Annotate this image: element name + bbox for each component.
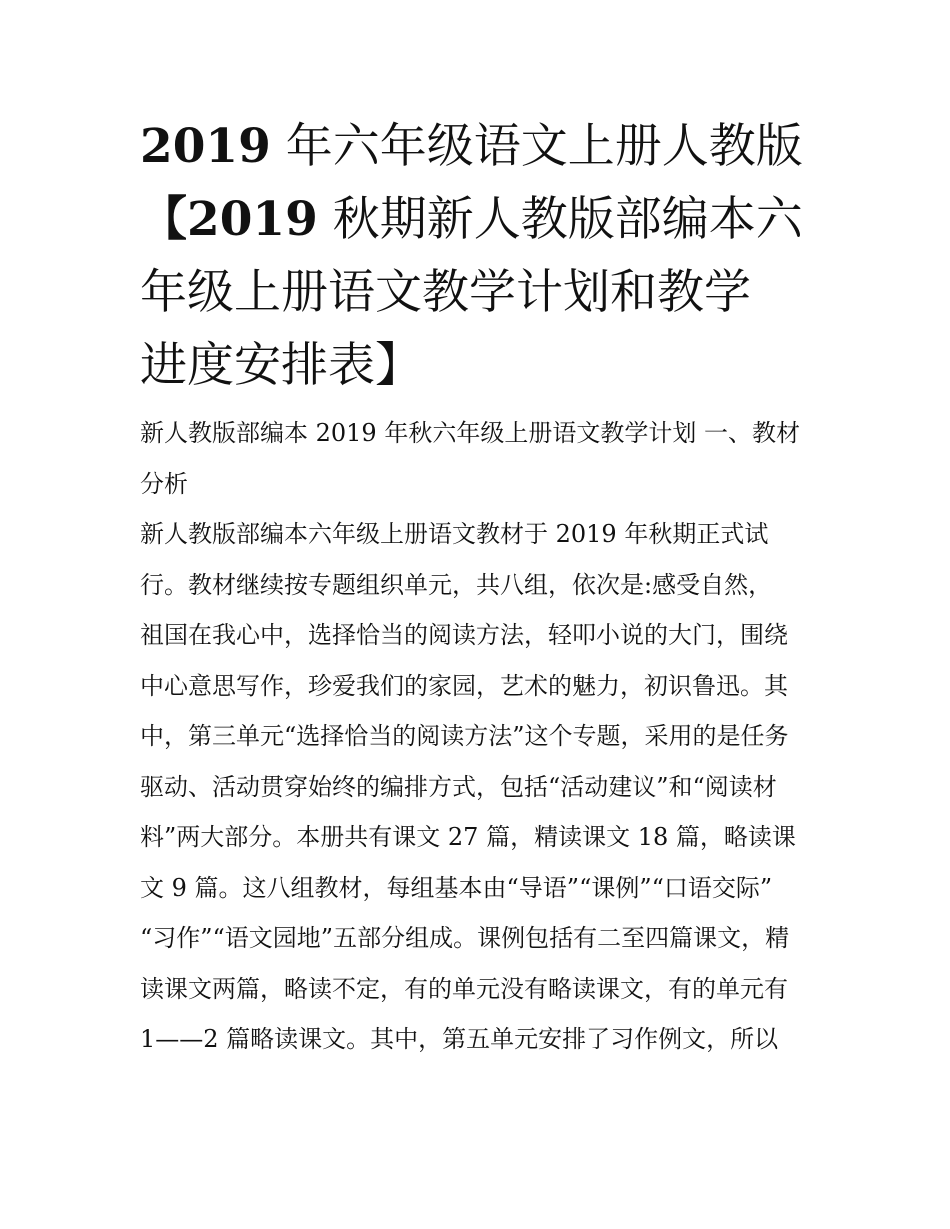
text-line: 驱动、活动贯穿始终的编排方式，包括“活动建议”和“阅读材 — [140, 772, 777, 801]
text-line: 行。教材继续按专题组织单元，共八组，依次是:感受自然， — [140, 570, 773, 599]
text-line: 料”两大部分。本册共有课文 27 篇，精读课文 18 篇，略读课 — [140, 823, 796, 851]
text-line: 读课文两篇，略读不定，有的单元没有略读课文，有的单元有 — [140, 974, 788, 1003]
text-line: “习作”“语文园地”五部分组成。课例包括有二至四篇课文，精 — [140, 924, 790, 952]
paragraph-body — [140, 509, 820, 1065]
text-line: 1——2 篇略读课文。其中，第五单元安排了习作例文，所以 — [140, 1025, 779, 1053]
text-line: 祖国在我心中，选择恰当的阅读方法，轻叩小说的大门，围绕 — [140, 621, 788, 649]
text-line: 中心意思写作，珍爱我们的家园，艺术的魅力，初识鲁迅。其 — [140, 671, 788, 700]
text-line: 中，第三单元“选择恰当的阅读方法”这个专题，采用的是任务 — [140, 722, 789, 750]
text-line: 新人教版部编本六年级上册语文教材于 2019 年秋期正式试 — [140, 520, 769, 548]
text-line: 分析 — [140, 469, 188, 498]
paragraph-heading — [140, 408, 820, 509]
title-line: 【2019 秋期新人教版部编本六 — [140, 192, 803, 247]
title-line: 进度安排表】 — [140, 338, 422, 393]
text-line: 新人教版部编本 2019 年秋六年级上册语文教学计划 一、教材 — [140, 419, 800, 447]
title-line: 年级上册语文教学计划和教学 — [140, 265, 751, 320]
document-title — [140, 110, 820, 402]
title-line: 2019 年六年级语文上册人教版 — [140, 119, 803, 174]
text-line: 文 9 篇。这八组教材，每组基本由“导语”“课例”“口语交际” — [140, 873, 773, 902]
document-body — [140, 408, 820, 1065]
document-page — [140, 110, 820, 1065]
